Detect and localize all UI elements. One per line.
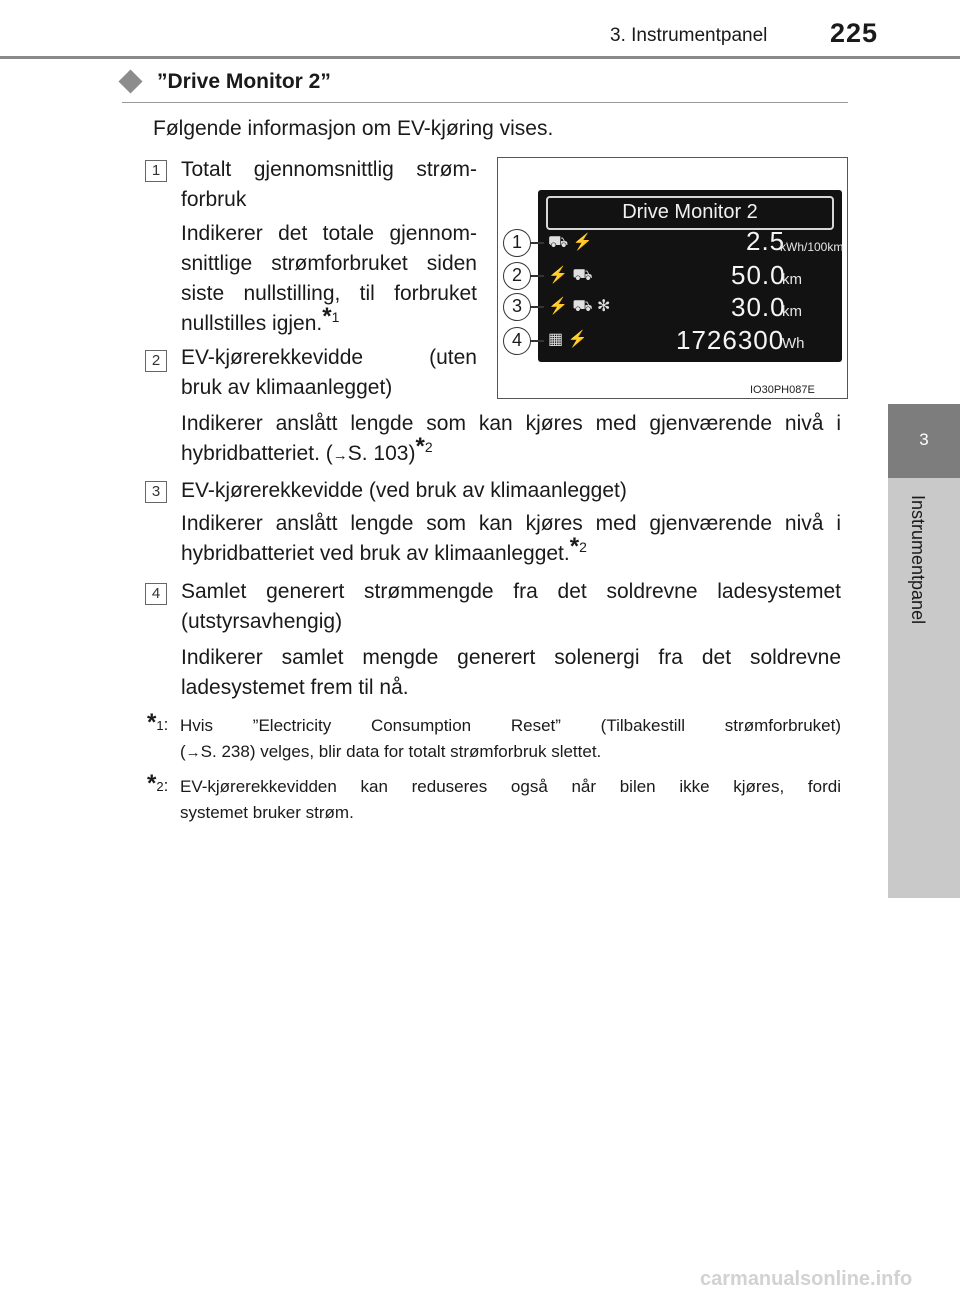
ev-range-ac-icon: ⚡ ⛟ ✻ <box>548 298 611 315</box>
display-unit: km <box>782 303 802 320</box>
footnote-marker: *2: <box>147 770 169 797</box>
ev-consumption-icon: ⛟ ⚡ <box>548 234 593 251</box>
item-number-badge: 2 <box>145 350 167 372</box>
callout-leader <box>530 275 544 277</box>
display-title: Drive Monitor 2 <box>622 201 758 223</box>
display-unit: kWh/100km <box>780 240 844 254</box>
display-value: 50.0 <box>731 260 786 290</box>
callout-leader <box>530 340 544 342</box>
display-value: 30.0 <box>731 292 786 322</box>
display-value: 2.5 <box>746 226 786 256</box>
chapter-tab-number: 3 <box>919 430 929 449</box>
item-number-badge: 1 <box>145 160 167 182</box>
callout-leader <box>530 306 544 308</box>
reference-arrow-icon: → <box>332 447 348 464</box>
page-reference-link[interactable]: S. 238) velges, blir data for totalt strømforbruk slettet. <box>200 742 602 761</box>
display-value: 1726300 <box>676 325 785 355</box>
section-diamond-icon <box>118 69 142 93</box>
intro-text: Følgende informasjon om EV-kjøring vises. <box>153 117 554 140</box>
section-title: ”Drive Monitor 2” <box>157 70 331 93</box>
callout-2: 2 <box>503 262 531 290</box>
chapter-tab-label: Instrumentpanel <box>908 495 928 625</box>
callout-leader <box>530 242 544 244</box>
item-1-title: Totalt gjennomsnittlig strøm- forbruk <box>181 158 477 211</box>
footnote-marker: *1: <box>147 709 169 736</box>
item-4-description: Indikerer samlet mengde generert solenergi fra det soldrevne ladesystemet frem til nå. <box>181 646 841 699</box>
solar-charging-icon: ▦ ⚡ <box>548 331 588 348</box>
item-4-title: Samlet generert strømmengde fra det soldrevne ladesystemet (utstyrsavhengig) <box>181 580 841 633</box>
item-2-description: Indikerer anslått lengde som kan kjøres med gjenværende nivå i hybridbatteriet. (→S. 103)$^{*2}$ <box>181 412 841 465</box>
item-number-badge: 4 <box>145 583 167 605</box>
header-rule <box>0 56 960 59</box>
callout-3: 3 <box>503 293 531 321</box>
callout-4: 4 <box>503 327 531 355</box>
footnote-1: Hvis ”Electricity Consumption Reset” (Tilbakestill strømforbruket) (→S. 238) velges, blir data for totalt strømforbruk slettet. <box>180 716 841 761</box>
display-unit: km <box>782 271 802 288</box>
item-1-description: Indikerer det totale gjennom- snittlige strømforbruket siden siste nullstilling, til forbruket nullstilles igjen.$^{*1}$ <box>181 222 477 335</box>
item-number-badge: 3 <box>145 481 167 503</box>
section-rule <box>122 102 848 103</box>
footnote-2: EV-kjørerekkevidden kan reduseres også når bilen ikke kjøres, fordi systemet bruker strøm. <box>180 777 841 822</box>
callout-1: 1 <box>503 229 531 257</box>
reference-arrow-icon: → <box>185 744 201 761</box>
display-unit: Wh <box>782 335 805 352</box>
ev-range-icon: ⚡ ⛟ <box>548 267 593 284</box>
running-header-chapter: 3. Instrumentpanel <box>610 25 768 46</box>
item-2-title: EV-kjørerekkevidde (uten bruk av klimaanlegget) <box>181 346 477 399</box>
page-reference-link[interactable]: S. 103) <box>347 442 416 465</box>
item-3-description: Indikerer anslått lengde som kan kjøres med gjenværende nivå i hybridbatteriet ved bruk av klimaanlegget.$^{*2}$ <box>181 512 841 565</box>
item-3-title: EV-kjørerekkevidde (ved bruk av klimaanlegget) <box>181 479 627 502</box>
figure-code: IO30PH087E <box>750 384 815 396</box>
page-number: 225 <box>830 18 879 48</box>
watermark: carmanualsonline.info <box>700 1268 913 1290</box>
